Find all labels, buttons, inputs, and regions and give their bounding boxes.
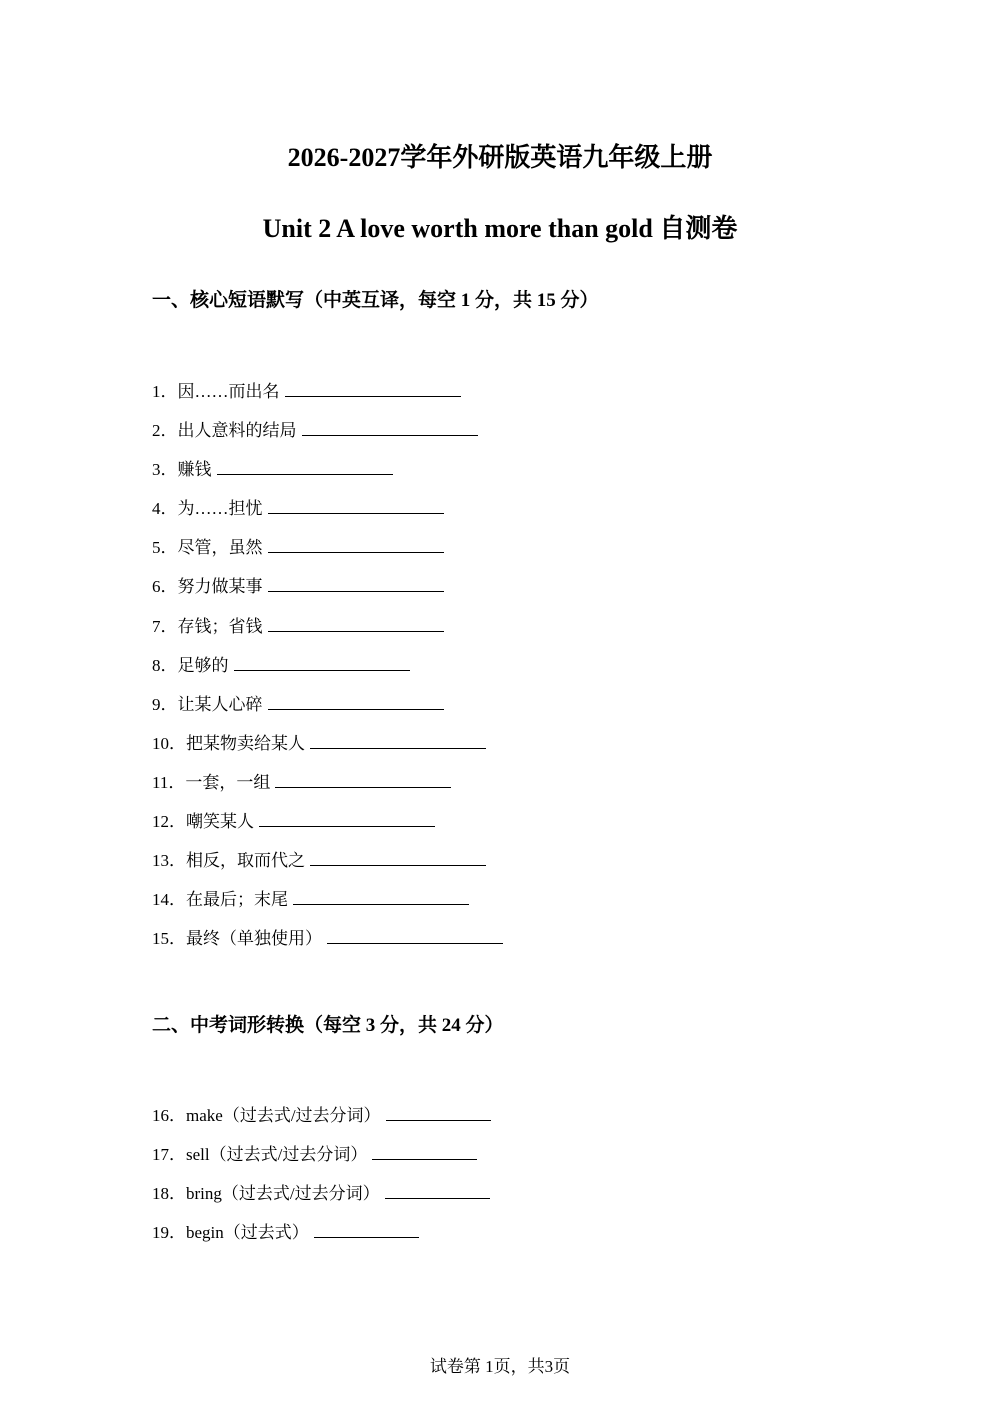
exam-title: 2026-2027学年外研版英语九年级上册 [287, 143, 713, 172]
question-text: sell（过去式/过去分词） [186, 1145, 368, 1165]
section-2-question-list [152, 1104, 491, 1260]
question-item [152, 380, 503, 419]
question-item [152, 693, 503, 732]
answer-blank[interactable] [386, 1104, 491, 1121]
answer-blank[interactable] [275, 771, 451, 788]
question-item [152, 1221, 491, 1260]
question-number: 11． [152, 772, 186, 792]
question-item [152, 771, 503, 810]
question-text: 最终（单独使用） [186, 929, 322, 949]
question-text: 努力做某事 [177, 577, 263, 597]
question-number: 13． [152, 851, 186, 871]
question-item [152, 888, 503, 927]
answer-blank[interactable] [302, 419, 478, 436]
question-text: 尽管，虽然 [177, 538, 263, 558]
question-text: 把某物卖给某人 [186, 733, 305, 753]
question-text: 相反，取而代之 [186, 851, 305, 871]
answer-blank[interactable] [217, 458, 393, 475]
question-number: 4． [152, 499, 178, 519]
question-text: 一套，一组 [185, 772, 271, 792]
section-2-heading: 二、中考词形转换（每空 3 分，共 24 分） [152, 1015, 504, 1036]
answer-blank[interactable] [372, 1143, 477, 1160]
question-item [152, 615, 503, 654]
question-text: 在最后；末尾 [186, 890, 288, 910]
answer-blank[interactable] [314, 1221, 419, 1238]
answer-blank[interactable] [310, 732, 486, 749]
section-1-heading: 一、核心短语默写（中英互译，每空 1 分，共 15 分） [152, 290, 599, 311]
question-item [152, 497, 503, 536]
question-number: 9． [152, 694, 178, 714]
question-text: 为……担忧 [177, 499, 263, 519]
question-item [152, 1182, 491, 1221]
question-item [152, 849, 503, 888]
section-1-question-list [152, 380, 503, 966]
answer-blank[interactable] [259, 810, 435, 827]
question-number: 1． [152, 382, 178, 401]
question-text: 嘲笑某人 [186, 812, 254, 832]
question-number: 12． [152, 812, 186, 832]
question-text: make（过去式/过去分词） [186, 1106, 381, 1125]
answer-blank[interactable] [385, 1182, 490, 1199]
answer-blank[interactable] [310, 849, 486, 866]
answer-blank[interactable] [285, 380, 461, 397]
question-text: begin（过去式） [186, 1223, 309, 1243]
question-number: 17． [152, 1145, 186, 1165]
answer-blank[interactable] [268, 536, 444, 553]
question-number: 14． [152, 890, 186, 910]
question-text: 足够的 [177, 655, 229, 675]
question-text: 让某人心碎 [177, 694, 263, 714]
question-item [152, 732, 503, 771]
question-number: 3． [152, 460, 178, 480]
question-number: 2． [152, 421, 178, 441]
question-number: 7． [152, 616, 178, 636]
question-number: 16． [152, 1106, 186, 1125]
question-item [152, 1143, 491, 1182]
answer-blank[interactable] [268, 615, 444, 632]
question-text: bring（过去式/过去分词） [186, 1184, 380, 1204]
question-item [152, 458, 503, 497]
question-text: 存钱；省钱 [177, 616, 263, 636]
question-item [152, 810, 503, 849]
answer-blank[interactable] [234, 654, 410, 671]
question-text: 出人意料的结局 [177, 421, 297, 441]
question-number: 8． [152, 655, 178, 675]
question-item [152, 654, 503, 693]
question-number: 5． [152, 538, 178, 558]
question-item [152, 1104, 491, 1143]
question-item [152, 536, 503, 575]
question-number: 6． [152, 577, 178, 597]
answer-blank[interactable] [268, 497, 444, 514]
question-item [152, 927, 503, 966]
question-number: 15． [152, 929, 186, 949]
answer-blank[interactable] [293, 888, 469, 905]
answer-blank[interactable] [327, 927, 503, 944]
page-footer: 试卷第 1页，共3页 [429, 1357, 571, 1376]
question-text: 因……而出名 [177, 382, 280, 401]
question-number: 18． [152, 1184, 186, 1204]
answer-blank[interactable] [268, 575, 444, 592]
question-text: 赚钱 [177, 460, 212, 480]
exam-subtitle: Unit 2 A love worth more than gold 自测卷 [262, 214, 738, 243]
question-number: 10． [152, 733, 186, 753]
answer-blank[interactable] [268, 693, 444, 710]
question-item [152, 575, 503, 614]
question-number: 19． [152, 1223, 186, 1243]
question-item [152, 419, 503, 458]
